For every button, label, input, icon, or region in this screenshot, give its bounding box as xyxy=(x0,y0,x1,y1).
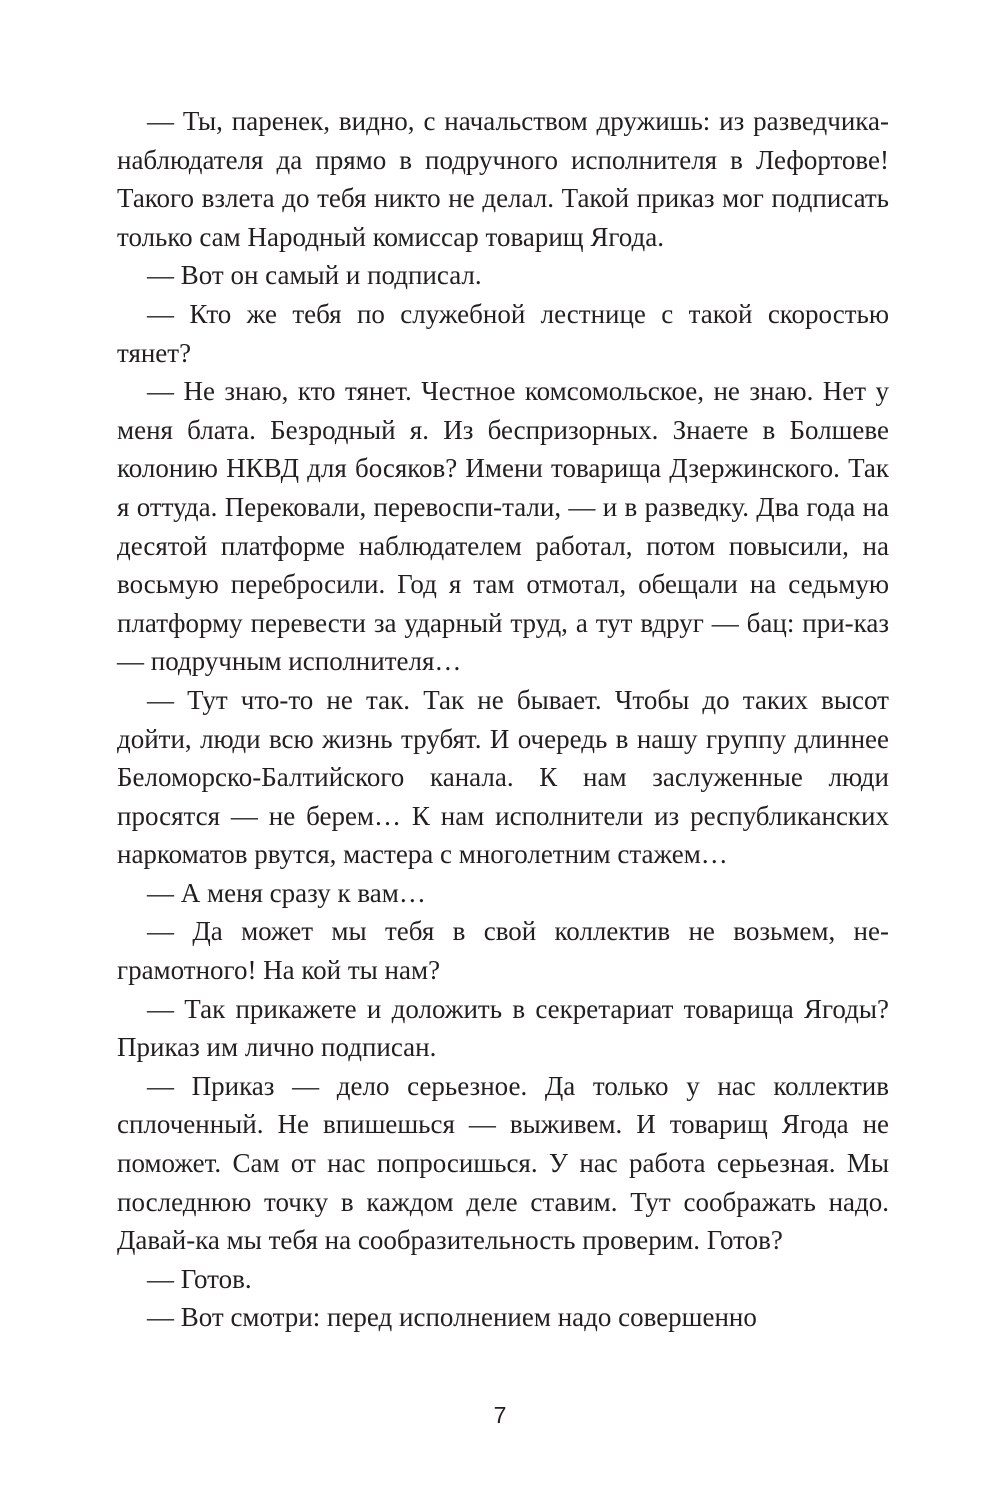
paragraph: — Вот он самый и подписал. xyxy=(147,260,482,291)
paragraph: — Готов. xyxy=(147,1263,252,1294)
paragraph: — Да может мы тебя в свой коллектив не возьмем, неграмотного! На кой ты нам? xyxy=(117,916,889,986)
body-text xyxy=(117,102,889,1337)
paragraph: — Тут что-то не так. Так не бывает. Чтобы до таких высот дойти, люди всю жизнь трубят. И очередь в нашу группу длиннее Беломорско-Балтийского канала. К нам заслуженные люди просятся — не берем… К нам исполнители из республиканских наркоматов рвутся, мастера с многолетним стажем… xyxy=(117,684,889,870)
paragraph: — Вот смотри: перед исполнением надо совершенно xyxy=(147,1302,757,1333)
page-number: 7 xyxy=(493,1402,507,1428)
paragraph: — А меня сразу к вам… xyxy=(147,877,426,908)
paragraph: — Не знаю, кто тянет. Честное комсомольское, не знаю. Нет у меня блата. Безродный я. Из беспризорных. Знаете в Болшеве колонию НКВД для босяков? Имени товарища Дзержинского. Так я оттуда. Перековали, перевоспи-тали, — и в разведку. Два года на десятой платформе наблюдателем работал, потом повысили, на восьмую перебросили. Год я там отмотал, обещали на седьмую платформу перевести за ударный труд, а тут вдруг — бац: при-каз — подручным исполнителя… xyxy=(117,376,889,677)
paragraph: — Приказ — дело серьезное. Да только у нас коллектив сплоченный. Не впишешься — выживем. И товарищ Ягода не поможет. Сам от нас попросишься. У нас работа серьезная. Мы последнюю точку в каждом деле ставим. Тут соображать надо. Давай-ка мы тебя на сообразительность проверим. Готов? xyxy=(117,1070,889,1256)
paragraph: — Ты, паренек, видно, с начальством дружишь: из разведчика-наблюдателя да прямо в подручного исполнителя в Лефортове! Такого взлета до тебя никто не делал. Такой приказ мог подписать только сам Народный комиссар товарищ Ягода. xyxy=(117,106,889,252)
paragraph: — Кто же тебя по служебной лестнице с такой скоростью тянет? xyxy=(117,298,889,368)
paragraph: — Так прикажете и доложить в секретариат товарища Ягоды? Приказ им лично подписан. xyxy=(117,993,889,1063)
